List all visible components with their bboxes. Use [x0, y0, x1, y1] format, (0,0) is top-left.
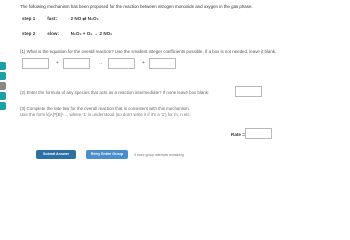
question-1-text: (1) What is the equation for the overall reaction? Use the smallest integer coefficients possible. If a box is not needed, leave it blank. [20, 49, 277, 54]
reactant-1-input[interactable] [22, 58, 49, 69]
side-tab[interactable] [0, 72, 6, 80]
side-tab[interactable] [0, 62, 6, 70]
step-label: step 1 [22, 16, 36, 21]
arrow-icon: → [98, 60, 103, 66]
question-3-hint: Use the form k[A]ᵐ[B]ⁿ..., where '1' is understood (so don't write it if it's a '1') for m, n etc. [20, 112, 191, 117]
step-speed: slow: [47, 31, 60, 36]
side-tabs [0, 62, 6, 112]
reactant-2-input[interactable] [63, 58, 90, 69]
retry-group-button[interactable]: Retry Entire Group [86, 150, 128, 159]
step-equation: N₂O₂ + O₂ → 2 NO₂ [70, 31, 113, 36]
mechanism-step-2 [22, 31, 112, 37]
step-label: step 2 [22, 31, 36, 36]
rate-law-input[interactable] [245, 128, 272, 139]
intermediate-input[interactable] [235, 86, 262, 97]
step-speed: fast: [47, 16, 57, 21]
attempts-remaining: 3 more group attempts remaining [134, 153, 184, 157]
step-equation: 2 NO ⇌ N₂O₂ [70, 16, 99, 21]
product-2-input[interactable] [149, 58, 176, 69]
intro-text: The following mechanism has been proposed for the reaction between nitrogen monoxide and oxygen in the gas phase. [20, 4, 253, 9]
rate-label: Rate = [231, 132, 245, 137]
side-tab[interactable] [0, 102, 6, 110]
side-tab[interactable] [0, 92, 6, 100]
submit-answer-button[interactable]: Submit Answer [36, 150, 76, 159]
question-3-text: (3) Complete the rate law for the overall reaction that is consistent with this mechanism. [20, 106, 190, 111]
mechanism-step-1 [22, 16, 99, 22]
side-tab[interactable] [0, 82, 6, 90]
plus-sign: + [56, 60, 59, 66]
plus-sign: + [142, 60, 145, 66]
product-1-input[interactable] [108, 58, 135, 69]
question-2-text: (2) Enter the formula of any species that acts as a reaction intermediate? If none leave box blank: [20, 90, 210, 95]
